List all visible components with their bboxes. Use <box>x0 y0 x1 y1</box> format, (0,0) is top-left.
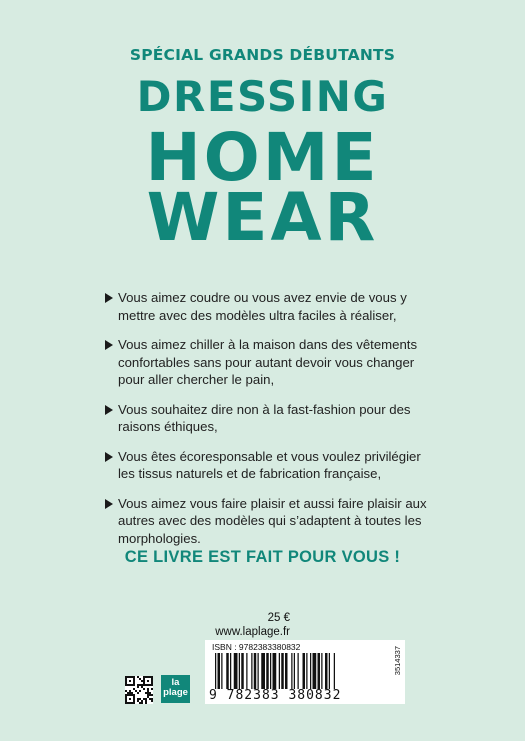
bullet-item <box>104 289 434 324</box>
price: 25 € <box>267 612 290 624</box>
bullet-item <box>104 495 434 548</box>
bullet-list <box>104 289 434 559</box>
qr-code-icon <box>125 676 153 704</box>
bullet-arrow-icon <box>105 293 113 303</box>
barcode-icon <box>215 653 385 689</box>
bullet-arrow-icon <box>105 405 113 415</box>
title-line-home: HOME <box>145 119 380 196</box>
logo-line-plage: plage <box>163 687 188 698</box>
bullet-arrow-icon <box>105 452 113 462</box>
publisher-website: www.laplage.fr <box>215 626 290 638</box>
title-line-wear: WEAR <box>146 179 379 256</box>
bullet-text: Vous aimez coudre ou vous avez envie de vous y mettre avec des modèles ultra faciles à réaliser, <box>118 290 407 323</box>
bullet-text: Vous aimez chiller à la maison dans des vêtements confortables sans pour autant devoir vous changer pour aller chercher le pain, <box>118 337 418 387</box>
logo-line-la: la <box>171 677 180 688</box>
isbn-label: ISBN : 9782383380832 <box>212 642 301 652</box>
title-line-dressing: DRESSING <box>136 72 389 121</box>
bullet-arrow-icon <box>105 499 113 509</box>
side-code: 3514337 <box>393 646 402 676</box>
bullet-item <box>104 336 434 389</box>
bullet-arrow-icon <box>105 340 113 350</box>
bullet-item <box>104 401 434 436</box>
barcode-digits: 9 782383 380832 <box>209 688 342 703</box>
series-subtitle: SPÉCIAL GRANDS DÉBUTANTS <box>129 46 396 64</box>
bullet-text: Vous aimez vous faire plaisir et aussi faire plaisir aux autres avec des modèles qui s’adaptent à toutes les morphologies. <box>118 495 427 546</box>
barcode-block <box>205 640 405 704</box>
bullet-item <box>104 448 434 483</box>
bullet-text: Vous êtes écoresponsable et vous voulez privilégier les tissus naturels et de fabrication française, <box>118 448 421 481</box>
call-to-action: CE LIVRE EST FAIT POUR VOUS ! <box>124 548 401 566</box>
bullet-text: Vous souhaitez dire non à la fast-fashion pour des raisons éthiques, <box>118 401 411 434</box>
publisher-logo <box>161 675 190 703</box>
